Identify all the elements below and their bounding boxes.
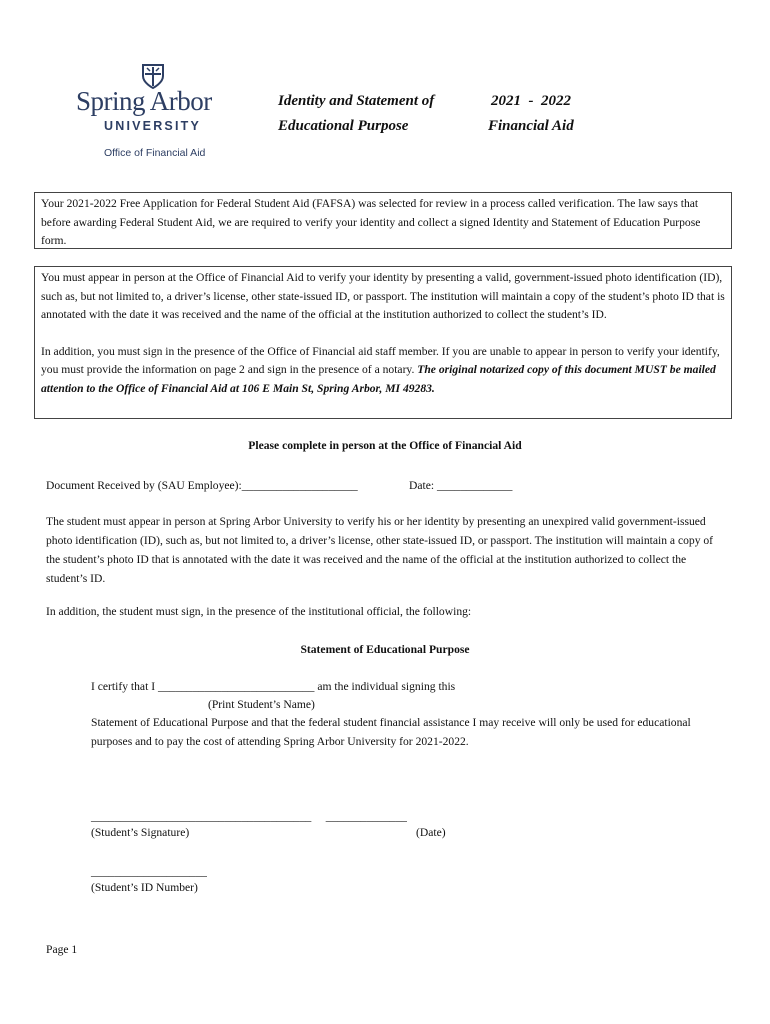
page-number: Page 1 [46, 943, 78, 956]
university-logo [76, 62, 246, 162]
verification-notice-text: Your 2021-2022 Free Application for Federal Student Aid (FAFSA) was selected for review in a process called verification. The law says that before awarding Federal Student Aid, we are required to verify your identity and collect a signed Identity and Statement of Education Purpose form. [41, 197, 701, 248]
signing-instructions: In addition, the student must sign, in the presence of the institutional official, the following: [46, 605, 472, 618]
form-title-line1: Identity and Statement of [278, 93, 435, 109]
statement-heading: Statement of Educational Purpose [300, 643, 470, 656]
form-year: 2021 - 2022 [491, 93, 571, 109]
logo-wordmark: Spring Arbor [76, 86, 212, 116]
identity-requirements-box [34, 266, 732, 419]
signature-label: (Student’s Signature) [91, 826, 190, 839]
form-title [278, 89, 434, 139]
verification-notice-box [34, 192, 732, 249]
in-person-heading: Please complete in person at the Office of Financial Aid [248, 439, 522, 452]
certify-line[interactable]: I certify that I ___________________________ am the individual signing this [91, 680, 456, 693]
form-year-block [488, 89, 574, 139]
identity-requirements-para1: You must appear in person at the Office of Financial Aid to verify your identity by presenting a valid, government-issued photo identification (ID), such as, but not limited to, a driver’s license, other state-issued ID, or passport. The institution will maintain a copy of the student’s photo ID that is annotated with the date it was received and the name of the official at the institution authorized to collect the student’s ID. [41, 271, 725, 322]
identity-requirements-para2 [41, 343, 725, 399]
received-by-field[interactable]: Document Received by (SAU Employee):____________________ [46, 479, 358, 492]
student-id-line[interactable]: ____________________ [91, 865, 207, 878]
form-subtitle: Financial Aid [488, 118, 574, 134]
signature-line[interactable]: ______________________________________ ______________ [91, 810, 407, 823]
identity-requirements-para2-text: In addition, you must sign in the presence of the Office of Financial aid staff member. If you are unable to appear in person to verify your identify, you must provide the information on page 2 and sign in the presence of a notary. [41, 344, 720, 377]
logo-office: Office of Financial Aid [104, 147, 206, 159]
statement-text: Statement of Educational Purpose and that the federal student financial assistance I may receive will only be used for educational purposes and to pay the cost of attending Spring Arbor University for 2021-2022. [91, 716, 691, 748]
notary-mailing-instructions: The original notarized copy of this document MUST be mailed attention to the Office of Financial Aid at 106 E Main St, Spring Arbor, MI 49283. [41, 363, 716, 395]
form-title-line2: Educational Purpose [278, 118, 409, 134]
student-id-label: (Student’s ID Number) [91, 881, 198, 894]
signature-date-label: (Date) [416, 826, 446, 839]
received-date-field[interactable]: Date: _____________ [409, 479, 513, 492]
print-name-label: (Print Student’s Name) [208, 698, 315, 711]
logo-university: UNIVERSITY [104, 119, 202, 133]
id-instructions: The student must appear in person at Spring Arbor University to verify his or her identity by presenting an unexpired valid government-issued photo identification (ID), such as, but not limited to, a driver’s license, other state-issued ID, or passport. The institution will maintain a copy of the student’s photo ID that is annotated with the date it was received and the name of the official at the institution authorized to collect the student’s ID. [46, 515, 714, 585]
